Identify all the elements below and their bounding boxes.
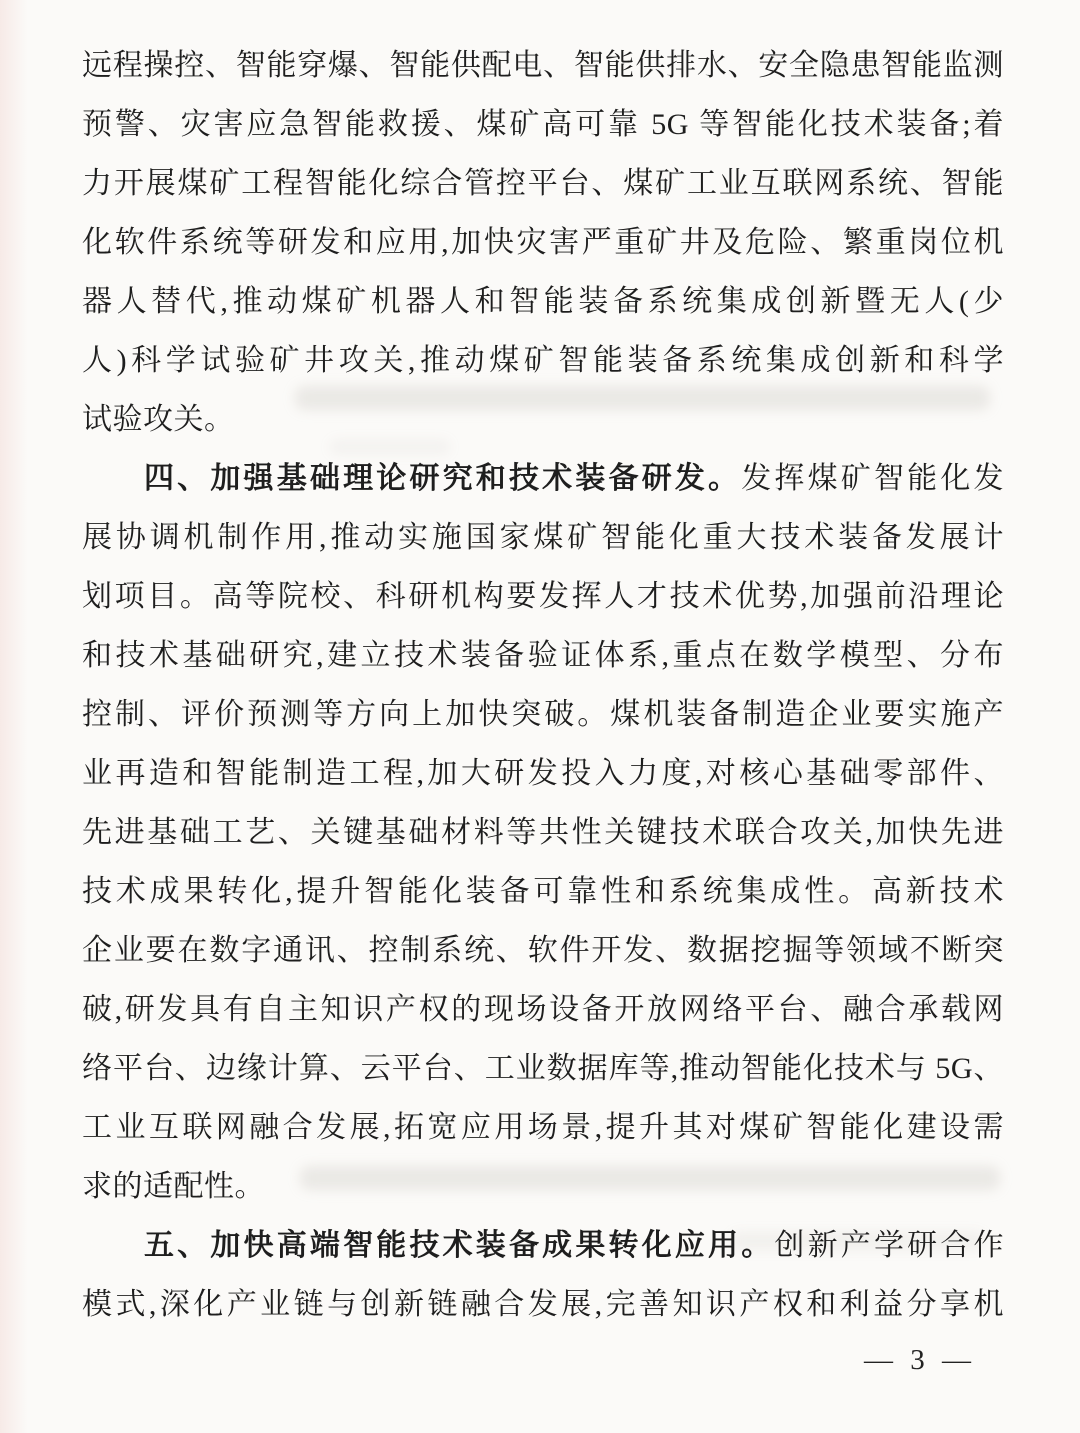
text-line: 和技术基础研究,建立技术装备验证体系,重点在数学模型、分布 (82, 639, 1004, 672)
section-4-heading: 四、加强基础理论研究和技术装备研发。 (144, 462, 742, 495)
section-4-first-line-text: 发挥煤矿智能化发 (741, 462, 1004, 495)
page-number: — 3 — (864, 1344, 976, 1376)
text-line: 器人替代,推动煤矿机器人和智能装备系统集成创新暨无人(少 (82, 285, 1004, 318)
text-line: 试验攻关。 (82, 403, 235, 436)
text-line: 划项目。高等院校、科研机构要发挥人才技术优势,加强前沿理论 (82, 580, 1004, 613)
text-line: 业再造和智能制造工程,加大研发投入力度,对核心基础零部件、 (82, 757, 1004, 790)
text-line: 力开展煤矿工程智能化综合管控平台、煤矿工业互联网系统、智能 (82, 167, 1004, 200)
text-line: 企业要在数字通讯、控制系统、软件开发、数据挖掘等领域不断突 (82, 934, 1004, 967)
text-line: 工业互联网融合发展,拓宽应用场景,提升其对煤矿智能化建设需 (82, 1111, 1004, 1144)
text-line: 化软件系统等研发和应用,加快灾害严重矿井及危险、繁重岗位机 (82, 226, 1004, 259)
document-body (82, 36, 1004, 1334)
text-line: 求的适配性。 (82, 1170, 265, 1203)
scan-edge-tint (0, 0, 28, 1433)
text-line: 破,研发具有自主知识产权的现场设备开放网络平台、融合承载网 (82, 993, 1004, 1026)
section-5-first-line-text: 创新产学研合作 (774, 1229, 1004, 1262)
text-line: 络平台、边缘计算、云平台、工业数据库等,推动智能化技术与 5G、 (82, 1052, 1004, 1085)
text-line: 控制、评价预测等方向上加快突破。煤机装备制造企业要实施产 (82, 698, 1004, 731)
text-line: 远程操控、智能穿爆、智能供配电、智能供排水、安全隐患智能监测 (82, 49, 1004, 82)
text-line: 展协调机制作用,推动实施国家煤矿智能化重大技术装备发展计 (82, 521, 1004, 554)
text-line: 人)科学试验矿井攻关,推动煤矿智能装备系统集成创新和科学 (82, 344, 1004, 377)
section-5-heading: 五、加快高端智能技术装备成果转化应用。 (144, 1229, 775, 1262)
text-line: 技术成果转化,提升智能化装备可靠性和系统集成性。高新技术 (82, 875, 1004, 908)
text-line (82, 449, 1004, 508)
text-line: 模式,深化产业链与创新链融合发展,完善知识产权和利益分享机 (82, 1288, 1004, 1321)
text-line: 先进基础工艺、关键基础材料等共性关键技术联合攻关,加快先进 (82, 816, 1004, 849)
section-5 (82, 1216, 1004, 1334)
paragraph-continued (82, 36, 1004, 449)
section-4 (82, 449, 1004, 1216)
text-line: 预警、灾害应急智能救援、煤矿高可靠 5G 等智能化技术装备;着 (82, 108, 1004, 141)
text-line (82, 1216, 1004, 1275)
